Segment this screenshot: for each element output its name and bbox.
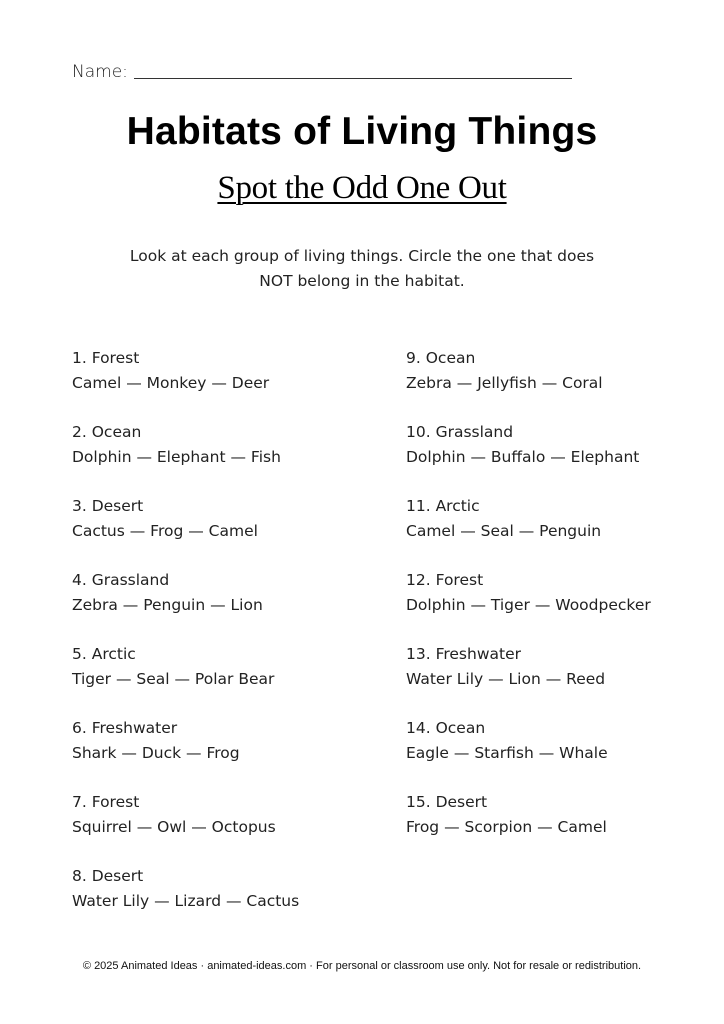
item-heading: 5. Arctic: [72, 645, 136, 663]
item-heading: 14. Ocean: [406, 719, 486, 737]
item-choices: Water Lily — Lizard — Cactus: [72, 891, 300, 910]
item-choices: Squirrel — Owl — Octopus: [72, 817, 276, 836]
page-title: Habitats of Living Things: [126, 110, 598, 153]
item-choices: Zebra — Penguin — Lion: [72, 595, 263, 614]
item-heading: 15. Desert: [406, 793, 488, 811]
list-item: [72, 790, 299, 864]
item-heading: 8. Desert: [72, 867, 144, 885]
list-item: [406, 420, 651, 494]
list-item: [72, 346, 299, 420]
instructions-line-2: NOT belong in the habitat.: [259, 272, 465, 290]
item-heading: 1. Forest: [72, 349, 140, 367]
item-heading: 13. Freshwater: [406, 645, 521, 663]
item-heading: 6. Freshwater: [72, 719, 178, 737]
item-heading: 12. Forest: [406, 571, 484, 589]
item-choices: Dolphin — Tiger — Woodpecker: [406, 595, 651, 614]
item-choices: Zebra — Jellyfish — Coral: [406, 373, 603, 392]
item-heading: 11. Arctic: [406, 497, 480, 515]
name-blank-line[interactable]: [134, 78, 572, 79]
item-choices: Tiger — Seal — Polar Bear: [72, 669, 275, 688]
left-column: [72, 346, 299, 938]
list-item: [72, 420, 299, 494]
list-item: [406, 790, 651, 864]
instructions-line-1: Look at each group of living things. Circle the one that does: [129, 247, 595, 265]
name-label: Name:: [72, 62, 128, 82]
item-heading: 10. Grassland: [406, 423, 514, 441]
item-choices: Eagle — Starfish — Whale: [406, 743, 608, 762]
item-choices: Water Lily — Lion — Reed: [406, 669, 606, 688]
list-item: [72, 568, 299, 642]
copyright-footer: © 2025 Animated Ideas · animated-ideas.com · For personal or classroom use only. Not for resale or redistribution.: [82, 960, 642, 972]
item-heading: 4. Grassland: [72, 571, 170, 589]
item-heading: 9. Ocean: [406, 349, 476, 367]
item-heading: 7. Forest: [72, 793, 140, 811]
list-item: [72, 494, 299, 568]
page-subtitle-wrap: [0, 170, 724, 207]
item-choices: Camel — Monkey — Deer: [72, 373, 270, 392]
item-choices: Dolphin — Buffalo — Elephant: [406, 447, 640, 466]
list-item: [72, 864, 299, 938]
list-item: [406, 642, 651, 716]
list-item: [406, 568, 651, 642]
list-item: [406, 494, 651, 568]
page-subtitle: Spot the Odd One Out: [217, 170, 507, 206]
instructions: [100, 244, 624, 294]
item-choices: Shark — Duck — Frog: [72, 743, 240, 762]
list-item: [72, 716, 299, 790]
item-choices: Dolphin — Elephant — Fish: [72, 447, 281, 466]
item-heading: 3. Desert: [72, 497, 144, 515]
item-choices: Frog — Scorpion — Camel: [406, 817, 607, 836]
right-column: [406, 346, 651, 864]
item-heading: 2. Ocean: [72, 423, 142, 441]
list-item: [406, 716, 651, 790]
item-choices: Cactus — Frog — Camel: [72, 521, 258, 540]
list-item: [406, 346, 651, 420]
list-item: [72, 642, 299, 716]
item-choices: Camel — Seal — Penguin: [406, 521, 602, 540]
name-field-row: [72, 62, 572, 82]
